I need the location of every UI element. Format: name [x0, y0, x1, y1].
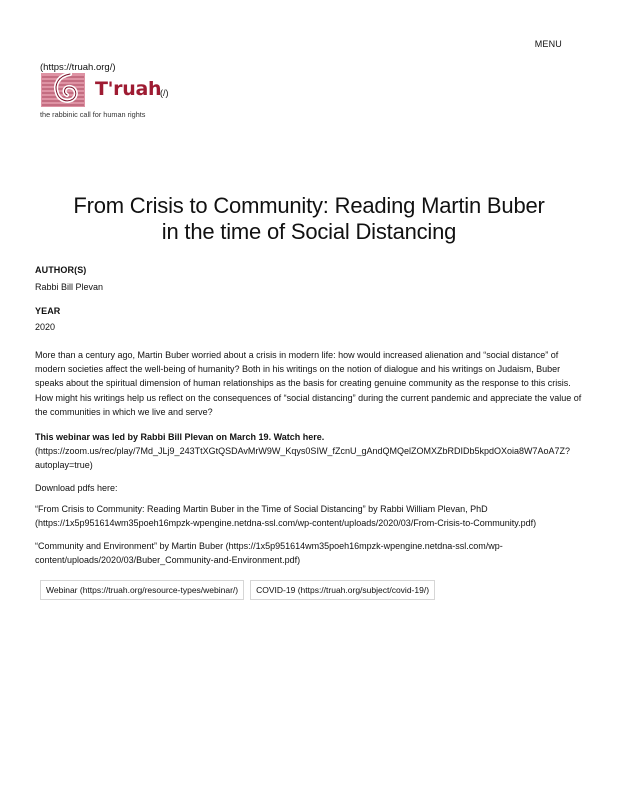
title-line-1: From Crisis to Community: Reading Martin Buber: [73, 193, 545, 218]
intro-paragraph: More than a century ago, Martin Buber worried about a crisis in modern life: how would increased alienation and “social distance” of modern societies affect the well-being of humanity? Both in his writings on the notion of dialogue and his writings on Judaism, Buber speaks about the spiritual dimension of human relationships as the basis for creating genuine community as the response to this crisis. How might his writings help us reflect on the consequences of “social distancing” during the current pandemic and appreciate the value of the communities in which we live and serve?: [35, 350, 582, 417]
logo-tagline: the rabbinic call for human rights: [40, 110, 146, 119]
logo-link-text[interactable]: (https://truah.org/): [40, 62, 116, 73]
menu-button[interactable]: MENU: [534, 39, 562, 49]
author-label: AUTHOR(S): [35, 265, 87, 275]
year-value: 2020: [35, 322, 56, 332]
year-label: YEAR: [35, 306, 61, 316]
tag-covid-19[interactable]: COVID-19 (https://truah.org/subject/covid-19/): [250, 580, 435, 600]
tag-list: [40, 580, 435, 600]
truah-logo[interactable]: [40, 71, 180, 119]
home-link[interactable]: (/): [160, 88, 169, 98]
download-label: Download pdfs here:: [35, 483, 118, 493]
author-value: Rabbi Bill Plevan: [35, 282, 104, 292]
webinar-url[interactable]: (https://zoom.us/rec/play/7Md_JLj9_243TtXGtQSDAvMrW9W_Kqys0SIW_fZcnU_gAndQMQelZOMXZbRDIDb5kpdOXoia8W7AoA7Z?autoplay=true): [35, 446, 571, 471]
page-title: [40, 193, 578, 245]
shofar-logo-icon: [40, 71, 88, 109]
webinar-paragraph: [35, 430, 587, 473]
webinar-watch-link[interactable]: This webinar was led by Rabbi Bill Plevan on March 19. Watch here.: [35, 432, 325, 442]
logo-name: T'ruah: [95, 78, 162, 100]
title-line-2: in the time of Social Distancing: [161, 219, 457, 244]
pdf-1-url[interactable]: (https://1x5p951614wm35poeh16mpzk-wpengine.netdna-ssl.com/wp-content/uploads/2020/03/From-Crisis-to-Community.pdf): [35, 518, 537, 529]
pdf-link-1[interactable]: [35, 502, 587, 530]
pdf-link-2[interactable]: “Community and Environment” by Martin Buber (https://1x5p951614wm35poeh16mpzk-wpengine.netdna-ssl.com/wp-content/uploads/2020/03/Buber_Community-and-Environment.pdf): [35, 541, 503, 566]
pdf-1-title[interactable]: “From Crisis to Community: Reading Martin Buber in the Time of Social Distancing” by Rabbi William Plevan, PhD: [35, 504, 488, 514]
tag-webinar[interactable]: Webinar (https://truah.org/resource-types/webinar/): [40, 580, 244, 600]
